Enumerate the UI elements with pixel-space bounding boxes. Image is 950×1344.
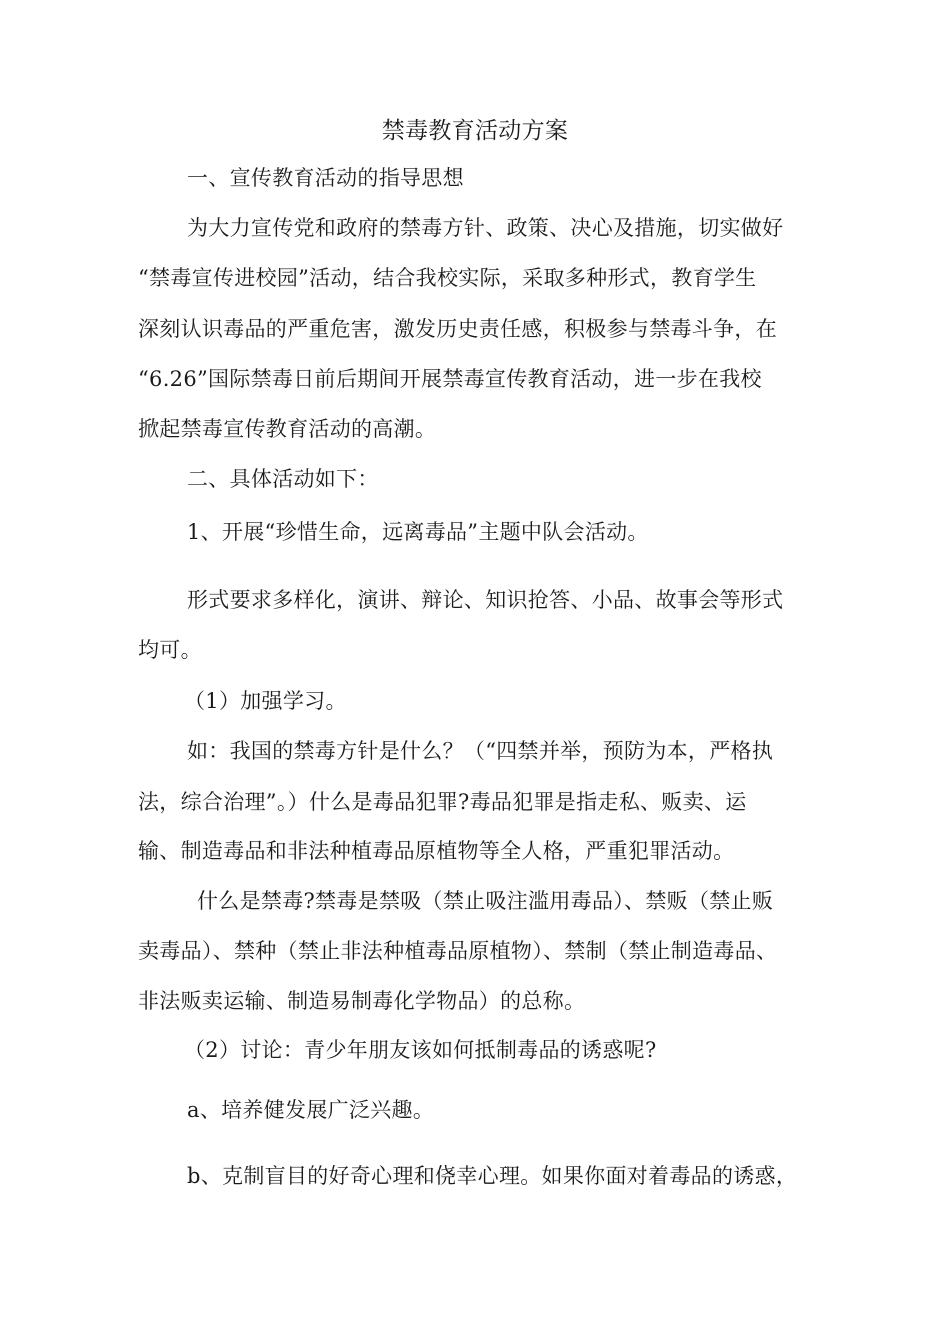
paragraph-line: 掀起禁毒宣传教育活动的高潮。 bbox=[138, 417, 437, 441]
paragraph-line: 深刻认识毒品的严重危害，激发历史责任感，积极参与禁毒斗争，在 bbox=[138, 317, 777, 341]
sub-heading: （1）加强学习。 bbox=[184, 689, 347, 713]
paragraph-line: 法，综合治理”。）什么是毒品犯罪?毒品犯罪是指走私、贩卖、运 bbox=[138, 790, 747, 814]
list-item: a、培养健发展广泛兴趣。 bbox=[187, 1098, 435, 1122]
list-item-heading: 1、开展“珍惜生命，远离毒品”主题中队会活动。 bbox=[187, 520, 649, 544]
paragraph-line: 什么是禁毒?禁毒是禁吸（禁止吸注滥用毒品）、禁贩（禁止贩 bbox=[197, 889, 774, 913]
paragraph-line: 如：我国的禁毒方针是什么？（“四禁并举，预防为本，严格执 bbox=[187, 739, 774, 763]
document-title: 禁毒教育活动方案 bbox=[381, 118, 569, 144]
paragraph-line: 卖毒品）、禁种（禁止非法种植毒品原植物）、禁制（禁止制造毒品、 bbox=[138, 939, 778, 963]
paragraph-line: “6.26”国际禁毒日前后期间开展禁毒宣传教育活动，进一步在我校 bbox=[138, 367, 762, 391]
paragraph-line: 均可。 bbox=[138, 638, 202, 662]
section-heading-2: 二、具体活动如下： bbox=[187, 467, 379, 491]
paragraph-line: 为大力宣传党和政府的禁毒方针、政策、决心及措施，切实做好 bbox=[187, 216, 784, 240]
list-item: b、克制盲目的好奇心理和侥幸心理。如果你面对着毒品的诱惑， bbox=[187, 1164, 798, 1188]
paragraph-line: “禁毒宣传进校园”活动，结合我校实际，采取多种形式，教育学生 bbox=[138, 266, 757, 290]
paragraph-line: 非法贩卖运输、制造易制毒化学物品）的总称。 bbox=[138, 989, 586, 1013]
paragraph-line: 形式要求多样化，演讲、辩论、知识抢答、小品、故事会等形式 bbox=[187, 588, 784, 612]
section-heading-1: 一、宣传教育活动的指导思想 bbox=[187, 166, 464, 190]
paragraph-line: 输、制造毒品和非法种植毒品原植物等全人格，严重犯罪活动。 bbox=[138, 839, 735, 863]
sub-heading: （2）讨论：青少年朋友该如何抵制毒品的诱惑呢? bbox=[184, 1038, 657, 1062]
